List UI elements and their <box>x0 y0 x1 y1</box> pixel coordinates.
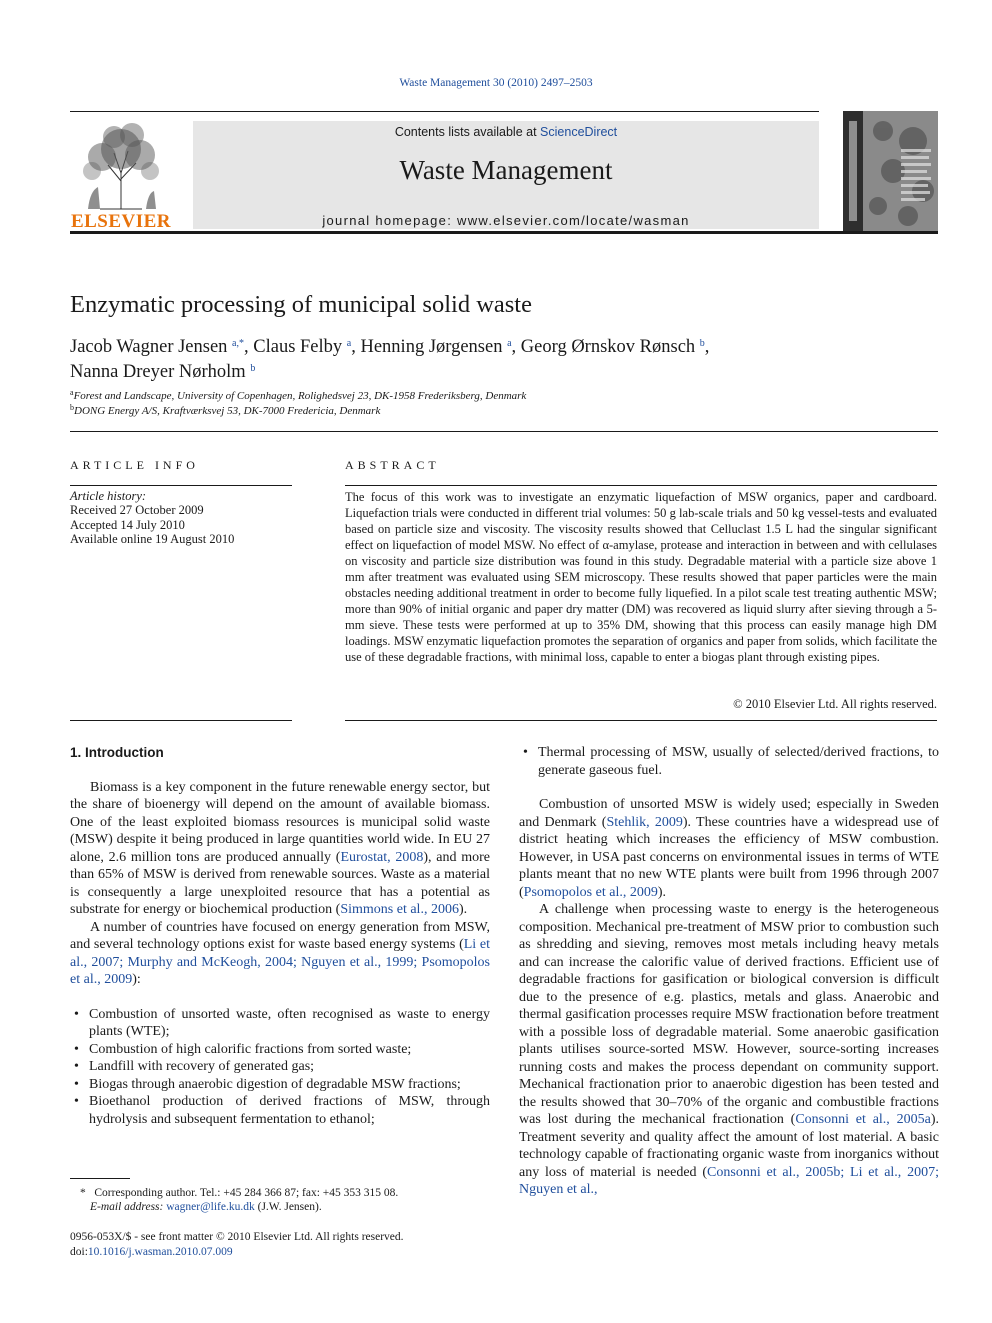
email-label: E-mail address: <box>90 1201 164 1213</box>
author-affiliation-marker[interactable]: a,* <box>232 338 244 349</box>
history-online: Available online 19 August 2010 <box>70 531 235 546</box>
email-suffix: (J.W. Jensen). <box>257 1201 322 1213</box>
journal-homepage[interactable]: journal homepage: www.elsevier.com/locate/wasman <box>322 213 690 228</box>
page-bottom-notice <box>70 1230 404 1259</box>
body-column-left <box>70 744 490 1128</box>
affiliation-marker: b <box>70 403 74 412</box>
abstract-heading: ABSTRACT <box>345 458 440 472</box>
paragraph-text: ). <box>458 902 468 917</box>
abstract-rule <box>345 485 937 486</box>
author-separator: , <box>351 337 361 357</box>
author-separator: , <box>704 337 710 357</box>
author-name[interactable]: Henning Jørgensen <box>360 337 503 357</box>
author-name[interactable]: Georg Ørnskov Rønsch <box>520 337 696 357</box>
paragraph <box>70 779 490 919</box>
abstract-copyright: © 2010 Elsevier Ltd. All rights reserved. <box>733 697 937 711</box>
history-received: Received 27 October 2009 <box>70 503 204 518</box>
cover-art-icon <box>843 111 938 231</box>
author-name[interactable]: Nanna Dreyer Nørholm <box>70 362 246 382</box>
paragraph-text: A number of countries have focused on energy generation from MSW, and several technology options exist for waste based energy systems ( <box>70 919 490 952</box>
elsevier-tree-icon <box>70 121 172 213</box>
paragraph-text: Combustion of unsorted MSW is widely used; especially in Sweden and Denmark ( <box>519 797 939 830</box>
sciencedirect-link[interactable]: ScienceDirect <box>540 125 618 139</box>
doi-prefix: doi: <box>70 1245 88 1258</box>
author-affiliation-marker[interactable]: b <box>699 338 705 349</box>
abstract-text: The focus of this work was to investigate an enzymatic liquefaction of MSW organics, paper and cardboard. Liquefaction trials were conducted in different trial volumes: 50 g lab-scale trials and 50 kg vessel-tests and evaluated based on particle size and viscosity. The viscosity results showed that Celluclast 1.5 L had the singular significant effect on liquefaction of model MSW. No effect of α-amylase, protease and interaction in between and with cellulases on viscosity and particle size distribution was found in this study. Degradable material with a particle size above 1 mm after treatment was evaluated using SEM microscopy. These results showed that paper particles were the main obstacles needing additional treatment in order to become fully liquefied. In a pilot scale test treating authentic MSW; more than 90% of initial organic and paper dry matter (DM) was recovered as liquid slurry after sieving through a 5-mm sieve. These tests were performed at up to 35% DM, showing that this process can easily manage high DM loadings. MSW enzymatic liquefaction promotes the separation of organics and paper from solids, which facilitate the use of these degradable fractions, with minimal loss, capable to enter a biogas plant through existing pipes. <box>345 490 937 664</box>
header-bottom-rule <box>70 231 938 234</box>
article-history <box>70 489 292 546</box>
paragraph-text: ). These countries have a widespread use of district heating which increases the efficiency of MSW combustion. However, in USA past concerns on environmental issues in terms of WTE plants meant that no new WTE plants were built from 1996 through 2007 ( <box>519 814 940 900</box>
paragraph-text: ), and more than 65% of MSW is derived from renewable sources. Waste as a material is consequently a large unexploited resource that has a potential as substrate for energy or biochemical production ( <box>70 849 491 917</box>
author-name[interactable]: Jacob Wagner Jensen <box>70 337 228 357</box>
author-separator: , <box>244 337 254 357</box>
history-label: Article history: <box>70 489 147 503</box>
article-title: Enzymatic processing of municipal solid waste <box>70 291 532 318</box>
paragraph <box>519 901 939 1199</box>
author-name[interactable]: Claus Felby <box>253 337 343 357</box>
list-item: • Biogas through anaerobic digestion of degradable MSW fractions; <box>70 1076 490 1094</box>
author-affiliation-marker[interactable]: b <box>250 363 256 374</box>
author-separator: , <box>511 337 521 357</box>
list-item: • Thermal processing of MSW, usually of selected/derived fractions, to generate gaseous fuel. <box>519 744 939 779</box>
list-item: • Combustion of unsorted waste, often recognised as waste to energy plants (WTE); <box>70 1006 490 1041</box>
reference-link[interactable]: Simmons et al., 2006 <box>340 902 459 917</box>
paragraph <box>519 796 939 901</box>
contents-prefix: Contents lists available at <box>394 125 537 139</box>
journal-cover-image[interactable] <box>843 111 938 231</box>
doi-link[interactable]: 10.1016/j.wasman.2010.07.009 <box>87 1245 233 1258</box>
paragraph <box>70 919 490 989</box>
affiliation-text: Forest and Landscape, University of Copenhagen, Rolighedsvej 23, DK-1958 Frederiksberg, Denmark <box>73 390 527 402</box>
journal-banner <box>193 121 819 229</box>
corresponding-author-footnote <box>70 1186 490 1214</box>
list-item: • Bioethanol production of derived fractions of MSW, through hydrolysis and subsequent fermentation to ethanol; <box>70 1093 490 1128</box>
abstract-bottom-rule <box>345 720 937 721</box>
reference-link[interactable]: Eurostat, 2008 <box>340 849 424 865</box>
reference-link[interactable]: Consonni et al., 2005b; Li et al., 2007; Nguyen et al., <box>519 1164 940 1197</box>
front-matter-rule <box>70 431 938 432</box>
paragraph-text: ). Treatment severity and quality affect the amount of lost material. A basic technology capable of fractionating organic waste from inorganics without any loss of material is needed ( <box>519 1112 939 1180</box>
section-heading: 1. Introduction <box>70 745 164 760</box>
contents-line <box>193 125 819 139</box>
list-item: • Combustion of high calorific fractions from sorted waste; <box>70 1041 490 1059</box>
paragraph-text: Biomass is a key component in the future renewable energy sector, but the share of bioenergy will depend on the amount of available biomass. One of the least exploited biomass resources is municipal solid waste (MSW) despite it being produced in large quantities world wide. In EU 27 alone, 2.6 million tons are produced annually ( <box>70 779 490 865</box>
affiliation-a <box>70 388 526 402</box>
technology-option-list-continued <box>519 744 939 779</box>
paragraph-text: ). <box>657 884 667 900</box>
author-affiliation-marker[interactable]: a <box>507 338 512 349</box>
reference-link[interactable]: Psomopolos et al., 2009 <box>523 884 658 900</box>
history-accepted: Accepted 14 July 2010 <box>70 517 185 532</box>
footnote-contact: Corresponding author. Tel.: +45 284 366 87; fax: +45 353 315 08. <box>94 1187 399 1199</box>
paragraph-text: ): <box>132 972 141 987</box>
affiliation-text: DONG Energy A/S, Kraftværksvej 53, DK-7000 Fredericia, Denmark <box>74 405 381 417</box>
author-list <box>70 333 930 383</box>
header-top-rule <box>70 111 819 112</box>
affiliation-b <box>70 403 380 417</box>
reference-link[interactable]: Consonni et al., 2005a <box>795 1112 931 1127</box>
reference-link[interactable]: Li et al., 2007; Murphy and McKeogh, 2004; Nguyen et al., 1999; Psomopolos et al., 2009 <box>70 937 490 987</box>
article-info-bottom-rule <box>70 720 292 721</box>
author-affiliation-marker[interactable]: a <box>346 338 352 349</box>
technology-option-list <box>70 1006 490 1129</box>
elsevier-logo[interactable] <box>70 121 172 233</box>
footnote-rule <box>70 1178 130 1179</box>
reference-link[interactable]: Stehlik, 2009 <box>606 814 683 830</box>
article-info-rule <box>70 485 292 486</box>
issn-line: 0956-053X/$ - see front matter © 2010 Elsevier Ltd. All rights reserved. <box>70 1231 404 1243</box>
elsevier-wordmark: ELSEVIER <box>70 211 172 232</box>
email-link[interactable]: wagner@life.ku.dk <box>166 1201 255 1213</box>
affiliation-marker: a <box>70 388 74 397</box>
journal-citation-link[interactable]: Waste Management 30 (2010) 2497–2503 <box>399 77 593 89</box>
list-item: • Landfill with recovery of generated gas; <box>70 1058 490 1076</box>
paragraph-text: A challenge when processing waste to energy is the heterogeneous composition. Mechanical pre-treatment of MSW prior to combustion such as shredding and sieving, removes most metals including heavy metals and can increase the calorific value of derived fractions. Efficient use of degradable fractions for gasification or biological conversion is difficult due to the presence of e.g. plastics, metals and glass. Anaerobic and thermal gasification processes require MSW fractionation before treatment with a possible loss of degradable material. Some anaerobic gasification plants utilises source-sorted MSW. However, source-sorting increases running costs and makes the process dependant on community support. Mechanical fractionation prior to anaerobic digestion has been tested and the results showed that 30–70% of the organic and combustible fractions was lost during the mechanical fractionation ( <box>519 902 939 1127</box>
footnote-marker: * <box>80 1187 86 1199</box>
journal-title[interactable]: Waste Management <box>399 155 613 185</box>
article-info-heading: ARTICLE INFO <box>70 458 199 472</box>
body-column-right <box>519 744 939 1199</box>
